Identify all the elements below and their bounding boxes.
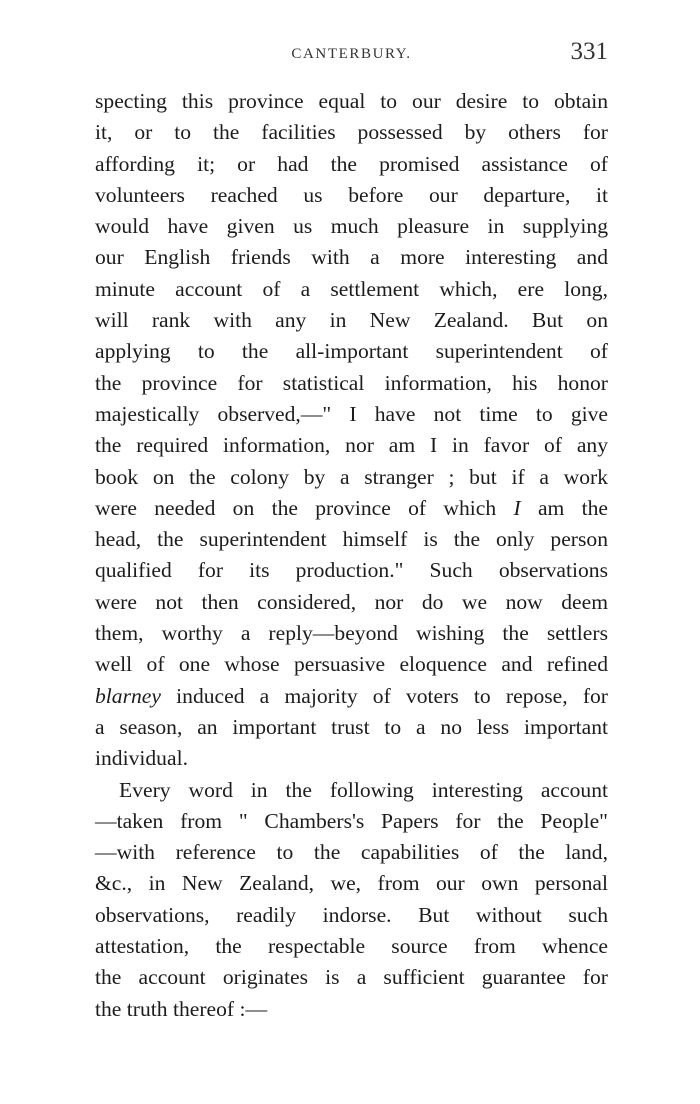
text-line: attestation, the respectable source from whence xyxy=(95,934,608,959)
text-line xyxy=(95,493,608,524)
italic-text: blarney xyxy=(95,683,161,708)
text-line: it, or to the facilities possessed by others for xyxy=(95,120,608,145)
text-line: our English friends with a more interesting and xyxy=(95,245,608,270)
text-line: the account originates is a sufficient guarantee for xyxy=(95,965,608,990)
text-run: induced a majority of voters to repose, for xyxy=(160,683,608,708)
text-line: the province for statistical information, his honor xyxy=(95,370,608,395)
running-title: CANTERBURY. xyxy=(291,46,412,62)
italic-text: I xyxy=(513,495,521,520)
book-page xyxy=(95,38,608,1025)
text-line: a season, an important trust to a no less important xyxy=(95,714,608,739)
text-line: well of one whose persuasive eloquence and refined xyxy=(95,652,608,677)
text-line: will rank with any in New Zealand. But on xyxy=(95,308,608,333)
text-line: would have given us much pleasure in supplying xyxy=(95,214,608,239)
text-line xyxy=(95,681,608,712)
text-line: affording it; or had the promised assistance of xyxy=(95,151,608,176)
text-line: majestically observed,—" I have not time to give xyxy=(95,401,608,426)
text-line: the truth thereof :— xyxy=(95,996,268,1021)
text-line: &c., in New Zealand, we, from our own personal xyxy=(95,871,608,896)
text-line: were not then considered, nor do we now deem xyxy=(95,589,608,614)
text-line: observations, readily indorse. But without such xyxy=(95,902,608,927)
text-run: were needed on the province of which xyxy=(95,495,514,520)
text-line: volunteers reached us before our departure, it xyxy=(95,182,608,207)
running-head xyxy=(95,38,608,72)
text-line: applying to the all-important superintendent of xyxy=(95,339,608,364)
text-line: qualified for its production." Such observations xyxy=(95,558,608,583)
text-line: minute account of a settlement which, ere long, xyxy=(95,276,608,301)
text-run: am the xyxy=(520,495,609,520)
text-line: head, the superintendent himself is the only person xyxy=(95,527,608,552)
text-line: —with reference to the capabilities of the land, xyxy=(95,840,608,865)
text-line: specting this province equal to our desire to obtain xyxy=(95,89,608,113)
paragraph-1 xyxy=(95,86,608,775)
text-line: individual. xyxy=(95,746,188,771)
page-number: 331 xyxy=(570,38,608,65)
paragraph-2 xyxy=(95,775,608,1025)
text-line: —taken from " Chambers's Papers for the People" xyxy=(95,808,608,833)
text-line: book on the colony by a stranger ; but if a work xyxy=(95,464,608,489)
text-line: Every word in the following interesting account xyxy=(119,777,608,802)
text-line: the required information, nor am I in favor of any xyxy=(95,433,608,458)
text-line: them, worthy a reply—beyond wishing the settlers xyxy=(95,621,608,646)
